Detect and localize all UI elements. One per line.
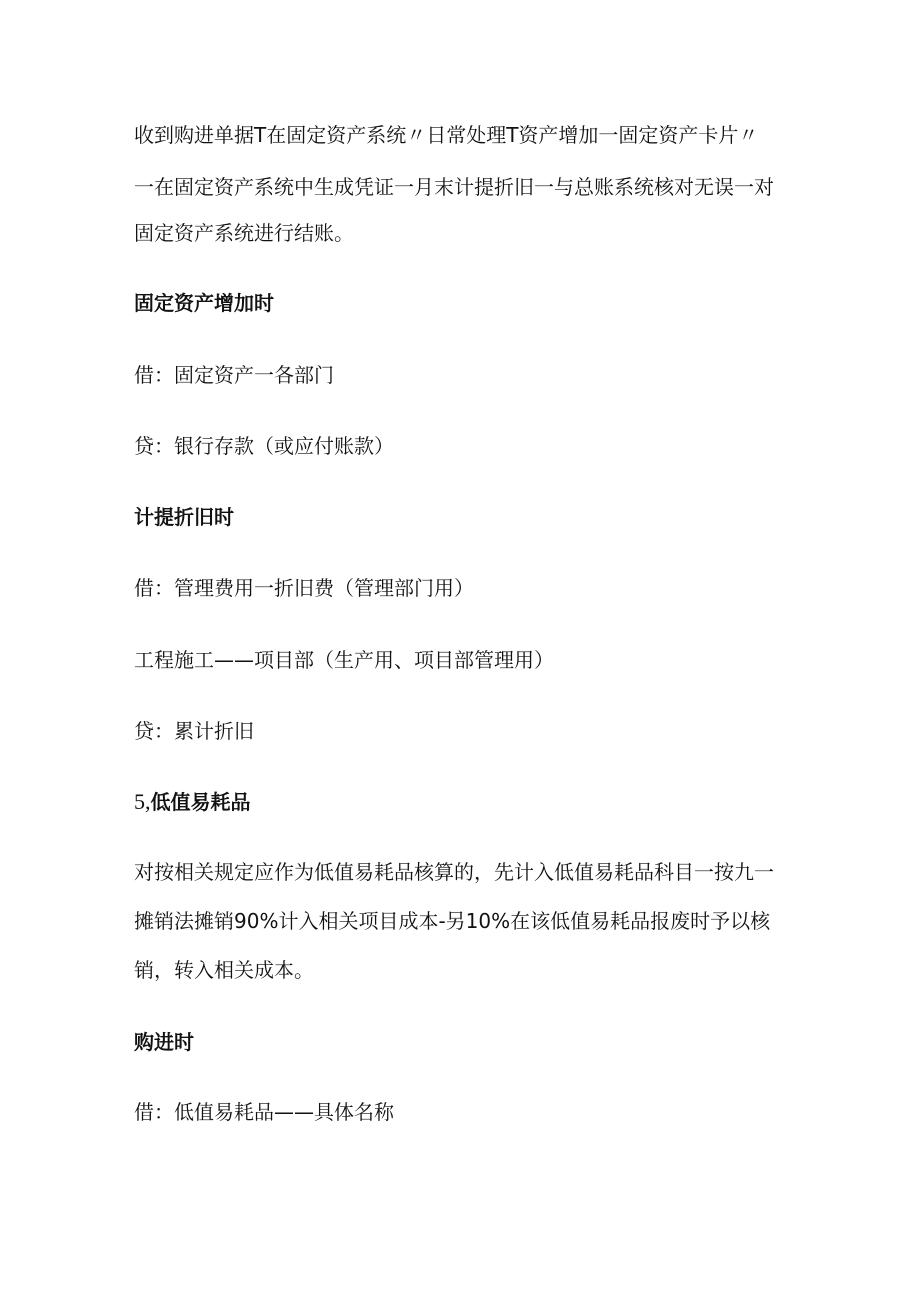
entry-purchase-debit: 借：低值易耗品——具体名称 [134,1100,394,1124]
entry-asset-debit: 借：固定资产一各部门 [134,363,334,387]
entry-depreciation-credit: 贷：累计折旧 [134,719,254,743]
low-value-line-1: 对按相关规定应作为低值易耗品核算的，先计入低值易耗品科目一按九一 [134,860,774,884]
section-title: 低值易耗品 [150,790,251,814]
entry-depreciation-debit: 借：管理费用一折旧费（管理部门用） [134,576,474,600]
low-value-line-2: 摊销法摊销90%计入相关项目成本-另10%在该低值易耗品报废时予以核 [134,909,771,933]
intro-line-1: 收到购进单据T在固定资产系统〃日常处理T资产增加一固定资产卡片〃 [134,123,759,147]
section-number: 5, [134,789,151,814]
heading-low-value [134,788,794,816]
heading-asset-increase: 固定资产增加时 [134,291,274,315]
entry-asset-credit: 贷：银行存款（或应付账款） [134,434,394,458]
low-value-line-3: 销，转入相关成本。 [134,958,314,982]
entry-depreciation-debit-2: 工程施工——项目部（生产用、项目部管理用） [134,648,554,672]
intro-line-3: 固定资产系统进行结账。 [134,221,354,245]
heading-purchase: 购进时 [134,1030,194,1054]
heading-depreciation: 计提折旧时 [134,505,234,529]
intro-line-2: 一在固定资产系统中生成凭证一月末计提折旧一与总账系统核对无误一对 [134,175,774,199]
